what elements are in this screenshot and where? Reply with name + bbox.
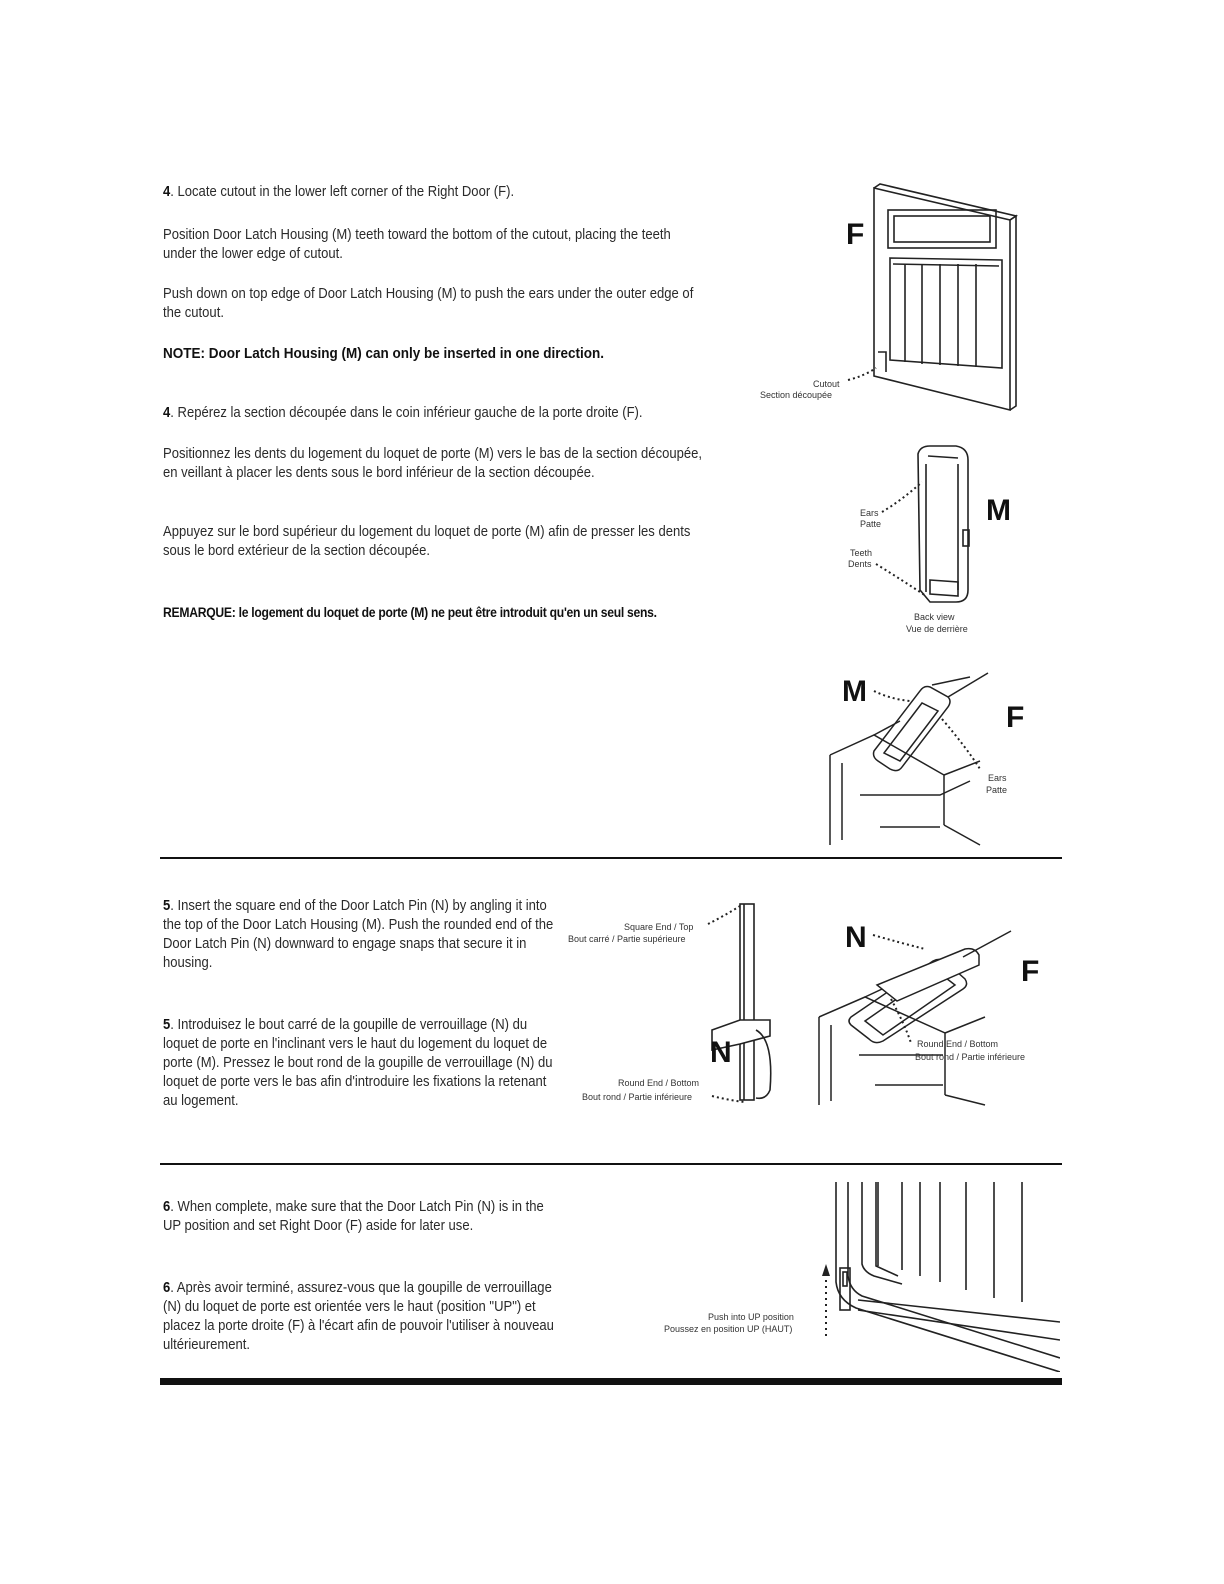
step4-en-push: Push down on top edge of Door Latch Housing (M) to push the ears under the outer edge of the cutout. bbox=[163, 286, 694, 321]
n-leader bbox=[873, 935, 925, 949]
bottom-label-en: Round End / Bottom bbox=[618, 1078, 700, 1088]
figure-door-cutout bbox=[740, 180, 1040, 415]
latch-pin-drawing bbox=[712, 904, 771, 1100]
figure-pin-in-housing bbox=[815, 905, 1060, 1110]
figure-housing-in-door bbox=[820, 655, 1060, 850]
step-number: 5 bbox=[163, 1017, 171, 1033]
step4-en-locate: 4. Locate cutout in the lower left corner of the Right Door (F). bbox=[163, 184, 515, 200]
door-pin-drawing bbox=[819, 931, 1011, 1105]
step-number: 4 bbox=[163, 405, 171, 421]
step5-en-text: 5. Insert the square end of the Door Latch Pin (N) by angling it into the top of the Door Latch Housing (M). Push the rounded end of the Door Latch Pin (N) downward to engage snaps that secure it in housing. bbox=[163, 898, 554, 971]
step4-fr-note: REMARQUE: le logement du loquet de porte (M) ne peut être introduit qu'en un seul sens. bbox=[163, 605, 657, 620]
m-leader bbox=[874, 691, 910, 701]
bottom-label-fr: Bout rond / Partie inférieure bbox=[915, 1052, 1026, 1062]
housing-drawing bbox=[918, 446, 969, 602]
back-view-label-fr: Vue de derrière bbox=[906, 624, 968, 634]
push-label-fr: Poussez en position UP (HAUT) bbox=[664, 1324, 793, 1334]
leader-dots bbox=[848, 368, 876, 380]
step-number: 4 bbox=[163, 184, 171, 200]
label-m: M bbox=[986, 494, 1011, 527]
cutout-label-en: Cutout bbox=[813, 379, 840, 389]
door-drawing bbox=[874, 184, 1016, 410]
door-bottom-drawing bbox=[836, 1182, 1060, 1372]
label-n: N bbox=[845, 921, 867, 954]
step6-en-text: 6. When complete, make sure that the Door Latch Pin (N) is in the UP position and set Right Door (F) aside for later use. bbox=[163, 1199, 544, 1234]
arrow-up-icon bbox=[822, 1264, 830, 1276]
label-f: F bbox=[1021, 955, 1040, 988]
teeth-leader bbox=[876, 564, 926, 596]
section-divider bbox=[160, 1163, 1062, 1165]
bottom-leader bbox=[891, 999, 911, 1043]
ears-leader bbox=[882, 482, 922, 512]
cutout-label-fr: Section découpée bbox=[760, 390, 833, 400]
step6-fr-text: 6. Après avoir terminé, assurez-vous que la goupille de verrouillage (N) du loquet de porte est orientée vers le haut (position "UP") et placez la porte droite (F) à l'écart afin de pouvoir l'utiliser à nouveau ultérieurement. bbox=[163, 1280, 554, 1353]
step5-fr-text: 5. Introduisez le bout carré de la goupille de verrouillage (N) du loquet de porte en l'inclinant vers le haut du logement du loquet de porte (M). Pressez le bout rond de la goupille de verrouillage (N) du loquet de porte vers le bas afin d'introduire les fixations la retenant au logement. bbox=[163, 1017, 553, 1109]
push-label-en: Push into UP position bbox=[708, 1312, 794, 1322]
step4-fr-locate: 4. Repérez la section découpée dans le coin inférieur gauche de la porte droite (F). bbox=[163, 405, 643, 421]
top-label-en: Square End / Top bbox=[624, 922, 694, 932]
top-leader bbox=[708, 906, 740, 924]
ears-leader bbox=[942, 719, 980, 769]
label-m: M bbox=[842, 675, 867, 708]
step-number: 6 bbox=[163, 1280, 171, 1296]
label-f: F bbox=[846, 218, 865, 251]
step4-en-position: Position Door Latch Housing (M) teeth toward the bottom of the cutout, placing the teeth under the lower edge of cutout. bbox=[163, 227, 671, 262]
step-number: 5 bbox=[163, 898, 171, 914]
section-divider bbox=[160, 857, 1062, 859]
teeth-label-fr: Dents bbox=[848, 559, 872, 569]
bottom-label-fr: Bout rond / Partie inférieure bbox=[582, 1092, 693, 1102]
step-number: 6 bbox=[163, 1199, 171, 1215]
page-bottom-rule bbox=[160, 1378, 1062, 1385]
ears-label-fr: Patte bbox=[860, 519, 882, 529]
ears-label-en: Ears bbox=[988, 773, 1007, 783]
step4-en-note: NOTE: Door Latch Housing (M) can only be inserted in one direction. bbox=[163, 345, 605, 362]
top-label-fr: Bout carré / Partie supérieure bbox=[568, 934, 686, 944]
bottom-label-en: Round End / Bottom bbox=[917, 1039, 999, 1049]
teeth-label-en: Teeth bbox=[850, 548, 873, 558]
ears-label-fr: Patte bbox=[986, 785, 1008, 795]
step4-fr-push: Appuyez sur le bord supérieur du logement du loquet de porte (M) afin de presser les dents sous le bord extérieur de la section découpée. bbox=[163, 524, 691, 559]
ears-label-en: Ears bbox=[860, 508, 879, 518]
figure-pin-up-position bbox=[650, 1172, 1060, 1372]
label-n: N bbox=[710, 1036, 732, 1069]
figure-housing-back-view bbox=[830, 440, 1030, 645]
back-view-label-en: Back view bbox=[914, 612, 955, 622]
step4-fr-position: Positionnez les dents du logement du loquet de porte (M) vers le bas de la section découpée, en veillant à placer les dents sous le bord inférieur de la section découpée. bbox=[163, 446, 703, 481]
label-f: F bbox=[1006, 701, 1025, 734]
figure-latch-pin bbox=[560, 890, 790, 1120]
